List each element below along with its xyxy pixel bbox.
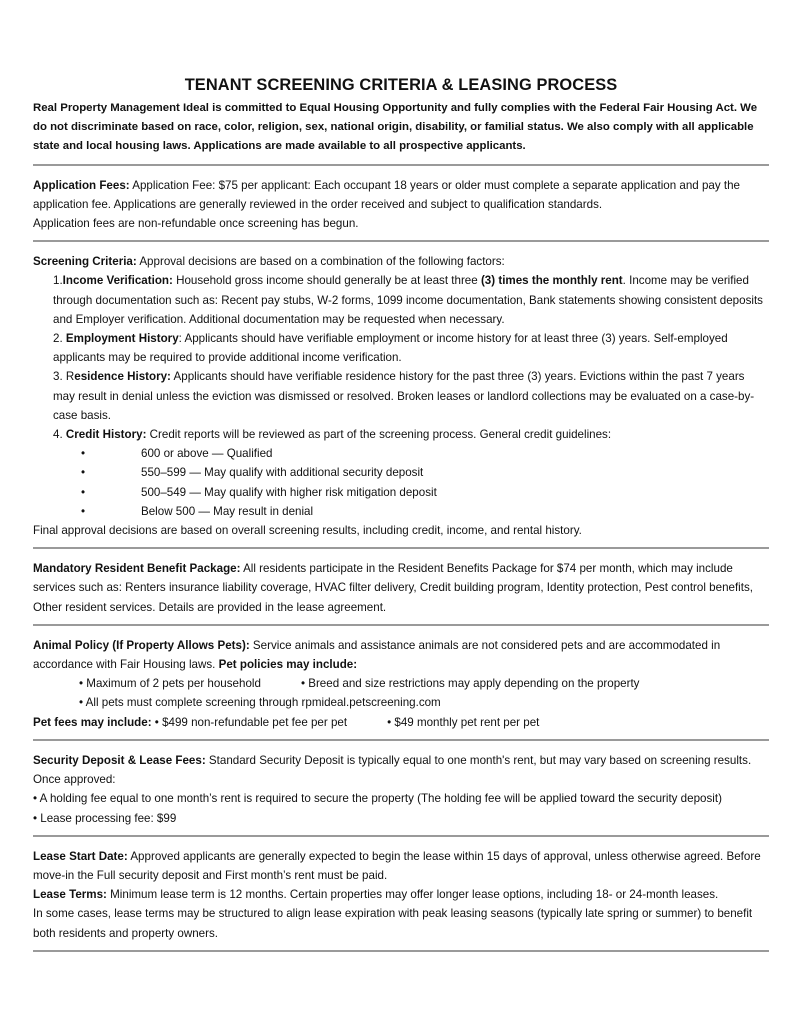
application-fees-section	[33, 176, 769, 234]
pet-fee-item: • $49 monthly pet rent per pet	[387, 715, 540, 729]
divider	[33, 164, 769, 166]
credit-guideline: 550–599 — May qualify with additional security deposit	[141, 466, 424, 480]
list-item	[81, 502, 769, 521]
benefit-heading: Mandatory Resident Benefit Package:	[33, 562, 241, 576]
bullet-icon: •	[81, 447, 86, 461]
employment-label: Employment History	[65, 332, 179, 346]
income-verification-item	[33, 271, 769, 329]
application-fees-note: Application fees are non-refundable once screening has begun.	[33, 217, 359, 231]
residence-number: 3. R	[53, 370, 75, 384]
employment-text: : Applicants should have verifiable employment or income history for at least three (3) years. Self-employed applicants may be required to provide additional income verification.	[53, 332, 728, 365]
income-bold: (3) times the monthly rent	[480, 274, 623, 288]
deposit-heading: Security Deposit & Lease Fees:	[33, 753, 206, 767]
bullet-icon: •	[81, 466, 86, 480]
pet-fee-item: • $499 non-refundable pet fee per pet	[154, 715, 348, 729]
divider	[33, 624, 769, 626]
employment-history-item	[33, 329, 769, 367]
bullet-icon: •	[81, 485, 86, 499]
pet-policy-row	[33, 693, 769, 712]
divider	[33, 739, 769, 741]
residence-history-item	[33, 367, 769, 425]
application-fees-text: Application Fee: $75 per applicant: Each occupant 18 years or older must complete a separate application and pay the application fee. Applications are generally reviewed in the order received and subject to qualification standards.	[33, 178, 740, 211]
divider	[33, 950, 769, 952]
pet-fees-row	[33, 713, 769, 732]
lease-terms-note: In some cases, lease terms may be structured to align lease expiration with peak leasing seasons (typically late spring or summer) to benefit both residents and property owners.	[33, 907, 753, 940]
pet-fees-label: Pet fees may include:	[33, 715, 152, 729]
pet-policy-item: • Breed and size restrictions may apply depending on the property	[300, 677, 640, 691]
pet-policy-item: • Maximum of 2 pets per household	[79, 677, 261, 691]
lease-start-heading: Lease Start Date:	[33, 849, 128, 863]
lease-terms-heading: Lease Terms:	[33, 888, 107, 902]
credit-guideline: 600 or above — Qualified	[141, 447, 273, 461]
screening-intro: Approval decisions are based on a combination of the following factors:	[139, 255, 505, 269]
lease-terms-text: Minimum lease term is 12 months. Certain properties may offer longer lease options, including 18- or 24-month leases.	[110, 888, 719, 902]
credit-guideline: 500–549 — May qualify with higher risk mitigation deposit	[141, 485, 437, 499]
benefit-text: All residents participate in the Resident Benefits Package for $74 per month, which may include services such as: Renters insurance liability coverage, HVAC filter delivery, Credit building program, Identity protection, Pest control benefits, Other resident services. Details are provided in the lease agreement.	[33, 562, 753, 614]
list-item	[81, 444, 769, 463]
employment-number: 2.	[53, 332, 63, 346]
credit-number: 4.	[53, 428, 63, 442]
income-text-a: Household gross income should generally be at least three	[176, 274, 478, 288]
credit-label: Credit History:	[65, 428, 147, 442]
income-label: Income Verification:	[62, 274, 173, 288]
lease-section	[33, 847, 769, 943]
deposit-item: • Lease processing fee: $99	[33, 811, 177, 825]
intro-paragraph: Real Property Management Ideal is committed to Equal Housing Opportunity and fully complies with the Federal Fair Housing Act. We do not discriminate based on race, color, religion, sex, national origin, disability, or familial status. We also comply with all applicable state and local housing laws. Applications are made available to all prospective applicants.	[33, 102, 758, 153]
final-approval-text: Final approval decisions are based on overall screening results, including credit, income, and rental history.	[33, 524, 582, 538]
divider	[33, 547, 769, 549]
deposit-item: • A holding fee equal to one month’s rent is required to secure the property (The holding fee will be applied toward the security deposit)	[33, 792, 722, 806]
list-item	[81, 463, 769, 482]
income-number: 1.	[53, 274, 63, 288]
animal-heading: Animal Policy (If Property Allows Pets):	[33, 638, 250, 652]
pet-policies-label: Pet policies may include:	[218, 658, 358, 672]
document-page	[33, 74, 769, 962]
pet-policy-item: • All pets must complete screening through rpmideal.petscreening.com	[79, 696, 441, 710]
animal-policy-section	[33, 636, 769, 732]
divider	[33, 835, 769, 837]
bullet-icon: •	[81, 504, 86, 518]
deposit-text: Standard Security Deposit is typically equal to one month's rent, but may vary based on screening results. Once approved:	[33, 753, 752, 787]
income-text-b: . Income may be verified through documentation such as: Recent pay stubs, W-2 forms, 1099 income documentation, Bank statements showing consistent deposits and Employer verification. Additional documentation may be requested when necessary.	[53, 274, 763, 326]
application-fees-heading: Application Fees:	[33, 178, 130, 192]
security-deposit-section	[33, 751, 769, 828]
divider	[33, 240, 769, 242]
list-item	[81, 483, 769, 502]
animal-text: Service animals and assistance animals are not considered pets and are accommodated in accordance with Fair Housing laws.	[33, 638, 721, 672]
benefit-package-section	[33, 559, 769, 617]
residence-label: esidence History:	[74, 370, 171, 384]
residence-text: Applicants should have verifiable residence history for the past three (3) years. Evictions within the past 7 years may result in denial unless the eviction was dismissed or resolved. Broken leases or landlord collections may be evaluated on a case-by-case basis.	[53, 370, 755, 422]
credit-guidelines-list	[33, 444, 769, 521]
credit-text: Credit reports will be reviewed as part of the screening process. General credit guidelines:	[149, 428, 612, 442]
screening-criteria-section	[33, 252, 769, 540]
page-title: TENANT SCREENING CRITERIA & LEASING PROCESS	[184, 76, 618, 94]
screening-heading: Screening Criteria:	[33, 255, 137, 269]
lease-start-text: Approved applicants are generally expected to begin the lease within 15 days of approval, unless otherwise agreed. Before move-in the Full security deposit and First month’s rent must be paid.	[33, 849, 761, 882]
pet-policy-row	[33, 674, 769, 693]
credit-guideline: Below 500 — May result in denial	[141, 504, 314, 518]
credit-history-item	[33, 425, 769, 444]
